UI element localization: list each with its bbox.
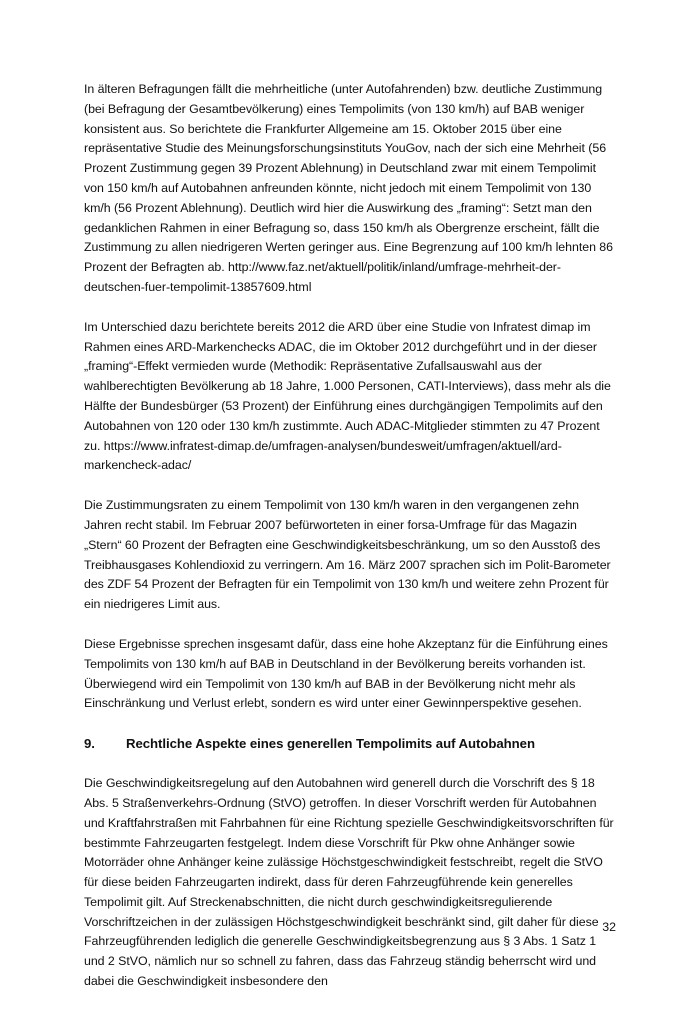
paragraph-conclusion: Diese Ergebnisse sprechen insgesamt dafür, dass eine hohe Akzeptanz für die Einführung eines Tempolimits von 130 km/h auf BAB in Deutschland in der Bevölkerung bereits vorhanden ist. Überwiegend wird ein Tempolimit von 130 km/h auf BAB in der Bevölkerung nicht mehr als Einschränkung und Verlust erlebt, sondern es wird unter einer Gewinnperspektive gesehen.: [84, 636, 608, 711]
paragraph-legal-aspects: Die Geschwindigkeitsregelung auf den Autobahnen wird generell durch die Vorschrift des § 18 Abs. 5 Straßenverkehrs-Ordnung (StVO) getroffen. In dieser Vorschrift werden für Autobahnen und Kraftfahrstraßen mit Fahrbahnen für eine Richtung spezielle Geschwindigkeitsvorschriften für bestimmte Fahrzeugarten festgelegt. Indem diese Vorschrift für Pkw ohne Anhänger sowie Motorräder ohne Anhänger keine zulässige Höchstgeschwindigkeit festschreibt, regelt die StVO für diese beiden Fahrzeugarten indirekt, dass für deren Fahrzeugführende kein generelles Tempolimit gilt. Auf Streckenabschnitten, die nicht durch geschwindigkeitsregulierende Vorschriftzeichen in der zulässigen Höchstgeschwindigkeit beschränkt sind, gilt daher für diese Fahrzeugführenden lediglich die generelle Geschwindigkeitsbegrenzung aus § 3 Abs. 1 Satz 1 und 2 StVO, nämlich nur so schnell zu fahren, dass das Fahrzeug ständig beherrscht wird und dabei die Geschwindigkeit insbesondere den: [84, 776, 614, 989]
paragraph-approval-rates: Die Zustimmungsraten zu einem Tempolimit von 130 km/h waren in den vergangenen zehn Jahren recht stabil. Im Februar 2007 befürworteten in einer forsa-Umfrage für das Magazin „Stern“ 60 Prozent der Befragten eine Geschwindigkeitsbeschränkung, um so den Ausstoß des Treibhausgases Kohlendioxid zu verringern. Am 16. März 2007 sprachen sich im Polit-Barometer des ZDF 54 Prozent der Befragten für ein Tempolimit von 130 km/h und weitere zehn Prozent für ein niedrigeres Limit aus.: [84, 498, 611, 612]
page-content: [84, 80, 616, 1012]
section-title: Rechtliche Aspekte eines generellen Tempolimits auf Autobahnen: [126, 736, 535, 752]
paragraph-ard-study: Im Unterschied dazu berichtete bereits 2012 die ARD über eine Studie von Infratest dimap im Rahmen eines ARD-Markenchecks ADAC, die im Oktober 2012 durchgeführt und in der dieser „framing“-Effekt vermieden wurde (Methodik: Repräsentative Zufallsauswahl aus der wahlberechtigten Bevölkerung ab 18 Jahre, 1.000 Personen, CATI-Interviews), dass mehr als die Hälfte der Bundesbürger (53 Prozent) der Einführung eines durchgängigen Tempolimits auf den Autobahnen von 120 oder 130 km/h zustimmte. Auch ADAC-Mitglieder stimmten zu 47 Prozent zu. https://www.infratest-dimap.de/umfragen-analysen/bundesweit/umfragen/aktuell/ard-markencheck-adac/: [84, 319, 611, 473]
page-number: 32: [602, 920, 616, 934]
section-number: 9.: [84, 736, 95, 752]
section-heading: [84, 734, 616, 754]
paragraph-older-surveys: In älteren Befragungen fällt die mehrheitliche (unter Autofahrenden) bzw. deutliche Zustimmung (bei Befragung der Gesamtbevölkerung) eines Tempolimits (von 130 km/h) auf BAB weniger konsistent aus. So berichtete die Frankfurter Allgemeine am 15. Oktober 2015 über eine repräsentative Studie des Meinungsforschungsinstituts YouGov, nach der sich eine Mehrheit (56 Prozent Zustimmung gegen 39 Prozent Ablehnung) in Deutschland zwar mit einem Tempolimit von 150 km/h auf Autobahnen anfreunden könnte, nicht jedoch mit einem Tempolimit von 130 km/h (56 Prozent Ablehnung). Deutlich wird hier die Auswirkung des „framing“: Setzt man den gedanklichen Rahmen in einer Befragung so, dass 150 km/h als Obergrenze erscheint, fällt die Zustimmung zu allen niedrigeren Werten geringer aus. Eine Begrenzung auf 100 km/h lehnten 86 Prozent der Befragten ab. http://www.faz.net/aktuell/politik/inland/umfrage-mehrheit-der-deutschen-fuer-tempolimit-13857609.html: [84, 82, 613, 294]
